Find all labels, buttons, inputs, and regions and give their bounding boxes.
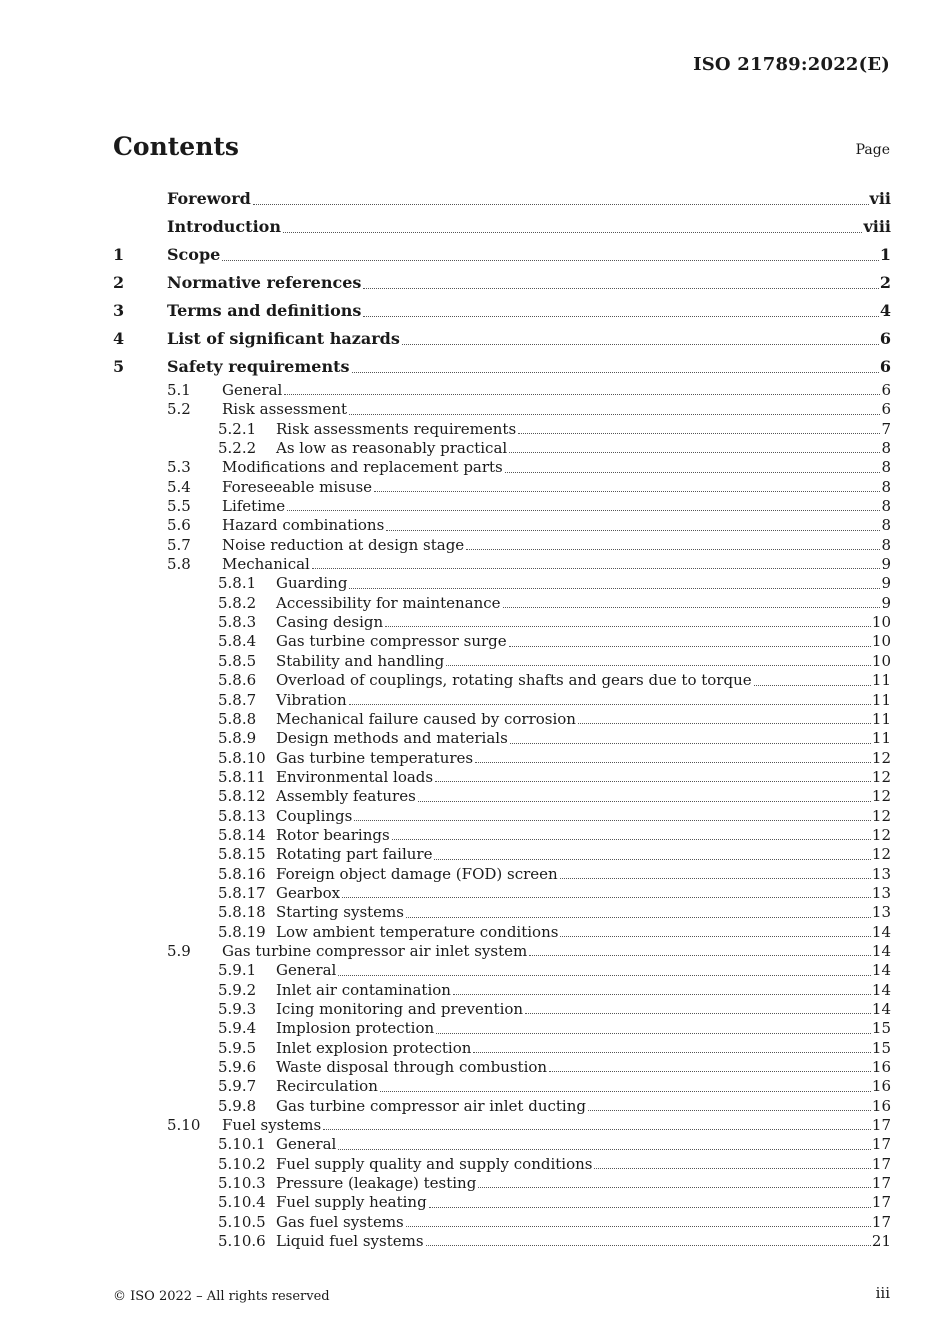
toc-entry-page: 15 — [871, 1038, 891, 1057]
toc-entry[interactable] — [113, 749, 891, 768]
dot-leader — [466, 549, 880, 550]
dot-leader — [560, 878, 871, 879]
toc-entry[interactable] — [113, 1077, 891, 1096]
toc-entry-number: 5.8.9 — [218, 729, 257, 748]
toc-entry-number: 5.10.4 — [218, 1193, 266, 1212]
toc-entry-page: 13 — [871, 883, 891, 902]
toc-entry-number: 4 — [113, 329, 125, 348]
toc-entry-number: 5.8.19 — [218, 922, 266, 941]
toc-entry-page: 11 — [871, 671, 891, 690]
toc-entry-number: 5.10.1 — [218, 1135, 266, 1154]
dot-leader — [349, 588, 880, 589]
toc-entry-page: 13 — [871, 864, 891, 883]
toc-entry[interactable] — [113, 1213, 891, 1232]
dot-leader — [503, 607, 881, 608]
dot-leader — [549, 1071, 871, 1072]
toc-entry-number: 5.8.3 — [218, 613, 257, 632]
toc-entry[interactable] — [113, 981, 891, 1000]
toc-entry-title: Gas turbine temperatures — [276, 748, 474, 767]
toc-entry[interactable] — [113, 381, 891, 400]
dot-leader — [509, 646, 871, 647]
toc-entry-page: 2 — [879, 273, 891, 292]
toc-entry-page: 9 — [881, 555, 891, 574]
dot-leader — [594, 1168, 870, 1169]
toc-entry-title: Fuel systems — [222, 1116, 322, 1135]
toc-entry[interactable] — [113, 478, 891, 497]
toc-entry[interactable] — [113, 768, 891, 787]
dot-leader — [349, 704, 871, 705]
dot-leader — [386, 530, 880, 531]
toc-entry[interactable] — [113, 1000, 891, 1019]
toc-entry-title: Foreseeable misuse — [222, 477, 373, 496]
page-number: iii — [875, 1284, 890, 1302]
toc-entry[interactable] — [113, 942, 891, 961]
toc-entry-page: 14 — [871, 922, 891, 941]
dot-leader — [435, 781, 871, 782]
toc-entry[interactable] — [113, 458, 891, 477]
toc-entry-title: Gearbox — [276, 883, 341, 902]
toc-entry-number: 5.8.13 — [218, 806, 266, 825]
toc-entry[interactable] — [113, 439, 891, 458]
toc-entry-number: 5.6 — [167, 516, 191, 535]
toc-entry[interactable] — [113, 574, 891, 593]
toc-entry-page: 10 — [871, 613, 891, 632]
dot-leader — [284, 394, 880, 395]
dot-leader — [578, 723, 871, 724]
toc-entry[interactable] — [113, 1155, 891, 1174]
toc-entry-number: 5.3 — [167, 458, 191, 477]
toc-entry-title: Environmental loads — [276, 767, 434, 786]
dot-leader — [436, 1033, 871, 1034]
toc-entry[interactable] — [113, 1058, 891, 1077]
toc-entry-title: Design methods and materials — [276, 729, 508, 748]
toc-entry-number: 5.9.7 — [218, 1077, 257, 1096]
toc-entry-page: 6 — [881, 400, 891, 419]
toc-entry[interactable] — [113, 325, 891, 353]
toc-entry-page: 17 — [871, 1212, 891, 1231]
dot-leader — [406, 917, 871, 918]
toc-entry[interactable] — [113, 845, 891, 864]
toc-entry-title: Gas turbine compressor air inlet ducting — [276, 1096, 586, 1115]
toc-entry-title: Assembly features — [276, 787, 416, 806]
toc-entry[interactable] — [113, 1232, 891, 1251]
toc-entry-title: Waste disposal through combustion — [276, 1058, 548, 1077]
toc-entry[interactable] — [113, 420, 891, 439]
dot-leader — [323, 1129, 871, 1130]
toc-entry[interactable] — [113, 185, 891, 213]
toc-entry-page: 17 — [871, 1116, 891, 1135]
dot-leader — [426, 1245, 871, 1246]
toc-entry-title: Recirculation — [276, 1077, 378, 1096]
toc-entry[interactable] — [113, 1174, 891, 1193]
toc-entry-page: 9 — [881, 574, 891, 593]
dot-leader — [560, 936, 870, 937]
toc-entry-number: 5.8.18 — [218, 903, 266, 922]
toc-entry-page: 17 — [871, 1174, 891, 1193]
toc-entry-number: 5.9.5 — [218, 1038, 257, 1057]
dot-leader — [754, 685, 871, 686]
toc-entry-title: Fuel supply quality and supply conditions — [276, 1154, 593, 1173]
toc-entry-number: 5.10.2 — [218, 1154, 266, 1173]
toc-entry-number: 5.8.4 — [218, 632, 257, 651]
toc-entry-title: Foreign object damage (FOD) screen — [276, 864, 558, 883]
toc-entry-page: 15 — [871, 1019, 891, 1038]
toc-entry-page: 10 — [871, 651, 891, 670]
toc-entry[interactable] — [113, 671, 891, 690]
dot-leader — [525, 1013, 871, 1014]
dot-leader — [473, 1052, 871, 1053]
toc-entry-page: 12 — [871, 845, 891, 864]
toc-entry[interactable] — [113, 787, 891, 806]
toc-entry-title: Starting systems — [276, 903, 404, 922]
toc-entry[interactable] — [113, 691, 891, 710]
dot-leader — [380, 1091, 871, 1092]
toc-entry-page: 10 — [871, 632, 891, 651]
toc-entry[interactable] — [113, 297, 891, 325]
toc-entry-page: 12 — [871, 787, 891, 806]
toc-entry-page: 11 — [871, 709, 891, 728]
toc-entry-number: 5.2.2 — [218, 439, 257, 458]
toc-entry-page: 14 — [871, 1000, 891, 1018]
toc-entry-title: Couplings — [276, 806, 353, 825]
dot-leader — [418, 801, 871, 802]
toc-entry-number: 5.8.17 — [218, 883, 266, 902]
toc-entry-number: 5.4 — [167, 477, 191, 496]
toc-entry-title: Rotating part failure — [276, 845, 433, 864]
dot-leader — [429, 1207, 871, 1208]
toc-entry-number: 5.8.2 — [218, 593, 257, 612]
toc-entry[interactable] — [113, 923, 891, 942]
toc-entry-page: 14 — [871, 980, 891, 999]
toc-entry[interactable] — [113, 632, 891, 651]
toc-entry[interactable] — [113, 613, 891, 632]
document-id: ISO 21789:2022(E) — [693, 54, 890, 75]
toc-entry[interactable] — [113, 516, 891, 535]
toc-entry[interactable] — [113, 555, 891, 574]
toc-entry[interactable] — [113, 241, 891, 269]
toc-entry-title: Casing design — [276, 613, 384, 632]
toc-entry-page: 17 — [871, 1154, 891, 1173]
toc-entry-page: 13 — [871, 903, 891, 922]
toc-entry-page: 8 — [881, 535, 891, 554]
toc-entry[interactable] — [113, 961, 891, 980]
toc-entry-number: 5.8.14 — [218, 825, 266, 844]
toc-entry-page: 8 — [881, 516, 891, 535]
toc-entry[interactable] — [113, 1135, 891, 1154]
toc-entry-number: 5.8.8 — [218, 709, 257, 728]
toc-entry[interactable] — [113, 213, 891, 241]
toc-entry-number: 5.8.15 — [218, 845, 266, 864]
toc-entry-page: vii — [869, 189, 891, 208]
toc-entry-number: 5.10.5 — [218, 1212, 266, 1231]
toc-entry-page: 16 — [871, 1058, 891, 1077]
dot-leader — [529, 955, 871, 956]
toc-entry-number: 5.2 — [167, 400, 191, 419]
toc-entry-title: Scope — [167, 245, 221, 264]
toc-entry-title: List of significant hazards — [167, 329, 400, 348]
toc-entry-title: Normative references — [167, 273, 362, 292]
toc-entry-page: 12 — [871, 748, 891, 767]
dot-leader — [374, 491, 880, 492]
toc-entry-number: 5.8.16 — [218, 864, 266, 883]
toc-entry-number: 3 — [113, 301, 125, 320]
toc-entry-page: 12 — [871, 825, 891, 844]
toc-entry-title: Foreword — [167, 189, 251, 208]
toc-entry-number: 5 — [113, 357, 125, 376]
toc-entry-number: 5.9.8 — [218, 1096, 257, 1115]
toc-entry-title: Lifetime — [222, 497, 286, 516]
toc-entry-title: General — [222, 381, 283, 399]
toc-entry[interactable] — [113, 353, 891, 381]
toc-entry-number: 5.8.6 — [218, 671, 257, 690]
toc-entry[interactable] — [113, 1193, 891, 1212]
toc-entry-title: As low as reasonably practical — [276, 439, 508, 458]
toc-entry-number: 5.9.1 — [218, 961, 257, 980]
toc-entry-number: 5.8 — [167, 555, 191, 574]
dot-leader — [283, 232, 863, 233]
toc-entry-page: 8 — [881, 477, 891, 496]
toc-entry-title: Terms and definitions — [167, 301, 362, 320]
toc-entry-title: General — [276, 961, 337, 980]
toc-entry-title: Inlet air contamination — [276, 980, 451, 999]
toc-entry-title: Rotor bearings — [276, 825, 390, 844]
toc-entry[interactable] — [113, 594, 891, 613]
toc-entry-page: 8 — [881, 497, 891, 516]
toc-entry[interactable] — [113, 497, 891, 516]
dot-leader — [385, 626, 871, 627]
toc-entry-page: 11 — [871, 729, 891, 748]
dot-leader — [446, 665, 871, 666]
toc-entry-title: Implosion protection — [276, 1019, 435, 1038]
toc-entry-title: Guarding — [276, 574, 348, 593]
toc-entry-number: 5.2.1 — [218, 419, 257, 438]
dot-leader — [588, 1110, 871, 1111]
toc-entry-title: Vibration — [276, 690, 347, 709]
toc-entry-title: General — [276, 1135, 337, 1154]
toc-entry-title: Noise reduction at design stage — [222, 535, 465, 554]
toc-entry-number: 5.9.3 — [218, 1000, 257, 1018]
dot-leader — [406, 1226, 871, 1227]
toc-entry-page: 6 — [879, 357, 891, 376]
toc-entry-page: 14 — [871, 941, 891, 960]
toc-entry-title: Liquid fuel systems — [276, 1232, 424, 1251]
dot-leader — [222, 260, 879, 261]
toc-entry-title: Inlet explosion protection — [276, 1038, 472, 1057]
toc-entry-title: Overload of couplings, rotating shafts and gears due to torque — [276, 671, 752, 690]
toc-entry-title: Gas turbine compressor air inlet system — [222, 941, 528, 960]
toc-entry-number: 5.7 — [167, 535, 191, 554]
dot-leader — [475, 762, 871, 763]
toc-entry-page: 9 — [881, 593, 891, 612]
dot-leader — [312, 568, 881, 569]
toc-entry-number: 5.10.6 — [218, 1232, 266, 1251]
toc-entry-page: 8 — [881, 458, 891, 477]
toc-entry-page: 16 — [871, 1096, 891, 1115]
toc-entry-page: 12 — [871, 806, 891, 825]
dot-leader — [392, 839, 871, 840]
toc-entry[interactable] — [113, 652, 891, 671]
toc-entry-page: 17 — [871, 1193, 891, 1212]
toc-entry-number: 5.9.2 — [218, 980, 257, 999]
toc-entry-title: Mechanical — [222, 555, 310, 574]
copyright-notice: © ISO 2022 – All rights reserved — [113, 1289, 330, 1304]
toc-entry[interactable] — [113, 903, 891, 922]
dot-leader — [363, 316, 878, 317]
toc-entry-number: 5.9 — [167, 941, 191, 960]
toc-entry-title: Fuel supply heating — [276, 1193, 427, 1212]
toc-entry-title: Mechanical failure caused by corrosion — [276, 709, 576, 728]
toc-entry-number: 5.8.12 — [218, 787, 266, 806]
toc-entry-title: Stability and handling — [276, 651, 445, 670]
toc-entry-title: Risk assessments requirements — [276, 419, 517, 438]
dot-leader — [402, 344, 879, 345]
dot-leader — [363, 288, 878, 289]
toc-entry-number: 5.8.7 — [218, 690, 257, 709]
dot-leader — [478, 1187, 871, 1188]
toc-entry-page: 1 — [879, 245, 891, 264]
toc-entry[interactable] — [113, 536, 891, 555]
toc-entry-title: Icing monitoring and prevention — [276, 1000, 524, 1018]
toc-entry[interactable] — [113, 807, 891, 826]
toc-entry-page: 6 — [879, 329, 891, 348]
dot-leader — [287, 510, 880, 511]
toc-entry-number: 5.10 — [167, 1116, 201, 1135]
toc-entry-title: Modifications and replacement parts — [222, 458, 503, 477]
table-of-contents — [113, 185, 891, 1251]
dot-leader — [338, 975, 871, 976]
toc-entry[interactable] — [113, 826, 891, 845]
toc-entry-page: 17 — [871, 1135, 891, 1154]
dot-leader — [509, 452, 880, 453]
toc-entry-title: Low ambient temperature conditions — [276, 922, 559, 941]
toc-entry[interactable] — [113, 1097, 891, 1116]
toc-entry[interactable] — [113, 400, 891, 419]
toc-entry-title: Introduction — [167, 217, 281, 236]
toc-entry-title: Accessibility for maintenance — [276, 593, 501, 612]
toc-entry-page: 7 — [881, 419, 891, 438]
toc-entry-page: 12 — [871, 767, 891, 786]
toc-entry[interactable] — [113, 884, 891, 903]
toc-entry-page: 16 — [871, 1077, 891, 1096]
toc-entry-number: 2 — [113, 273, 125, 292]
dot-leader — [338, 1149, 871, 1150]
dot-leader — [349, 414, 880, 415]
toc-entry-page: viii — [863, 217, 891, 236]
toc-entry[interactable] — [113, 1039, 891, 1058]
toc-entry[interactable] — [113, 710, 891, 729]
contents-title: Contents — [113, 132, 240, 161]
toc-entry-page: 21 — [871, 1232, 891, 1251]
toc-entry[interactable] — [113, 865, 891, 884]
dot-leader — [434, 859, 870, 860]
toc-entry-number: 5.8.1 — [218, 574, 257, 593]
toc-entry-page: 6 — [881, 381, 891, 399]
dot-leader — [505, 472, 881, 473]
toc-entry-number: 1 — [113, 245, 125, 264]
toc-entry-number: 5.9.6 — [218, 1058, 257, 1077]
toc-entry-title: Hazard combinations — [222, 516, 385, 535]
toc-entry-page: 14 — [871, 961, 891, 980]
toc-entry-number: 5.1 — [167, 381, 191, 399]
toc-entry[interactable] — [113, 1019, 891, 1038]
dot-leader — [253, 204, 869, 205]
toc-entry-number: 5.8.10 — [218, 748, 266, 767]
dot-leader — [342, 897, 871, 898]
page-column-label: Page — [855, 142, 890, 158]
toc-entry-title: Safety requirements — [167, 357, 350, 376]
toc-entry-title: Gas fuel systems — [276, 1212, 404, 1231]
dot-leader — [453, 994, 871, 995]
dot-leader — [352, 372, 879, 373]
toc-entry-number: 5.5 — [167, 497, 191, 516]
toc-entry-page: 11 — [871, 690, 891, 709]
toc-entry-title: Risk assessment — [222, 400, 348, 419]
toc-entry[interactable] — [113, 269, 891, 297]
toc-entry[interactable] — [113, 1116, 891, 1135]
toc-entry-number: 5.9.4 — [218, 1019, 257, 1038]
toc-entry-page: 4 — [879, 301, 891, 320]
dot-leader — [518, 433, 880, 434]
toc-entry-number: 5.8.11 — [218, 767, 266, 786]
toc-entry-number: 5.10.3 — [218, 1174, 266, 1193]
toc-entry-title: Gas turbine compressor surge — [276, 632, 507, 651]
toc-entry-number: 5.8.5 — [218, 651, 257, 670]
dot-leader — [354, 820, 871, 821]
toc-entry-page: 8 — [881, 439, 891, 458]
dot-leader — [510, 743, 871, 744]
toc-entry-title: Pressure (leakage) testing — [276, 1174, 477, 1193]
toc-entry[interactable] — [113, 729, 891, 748]
